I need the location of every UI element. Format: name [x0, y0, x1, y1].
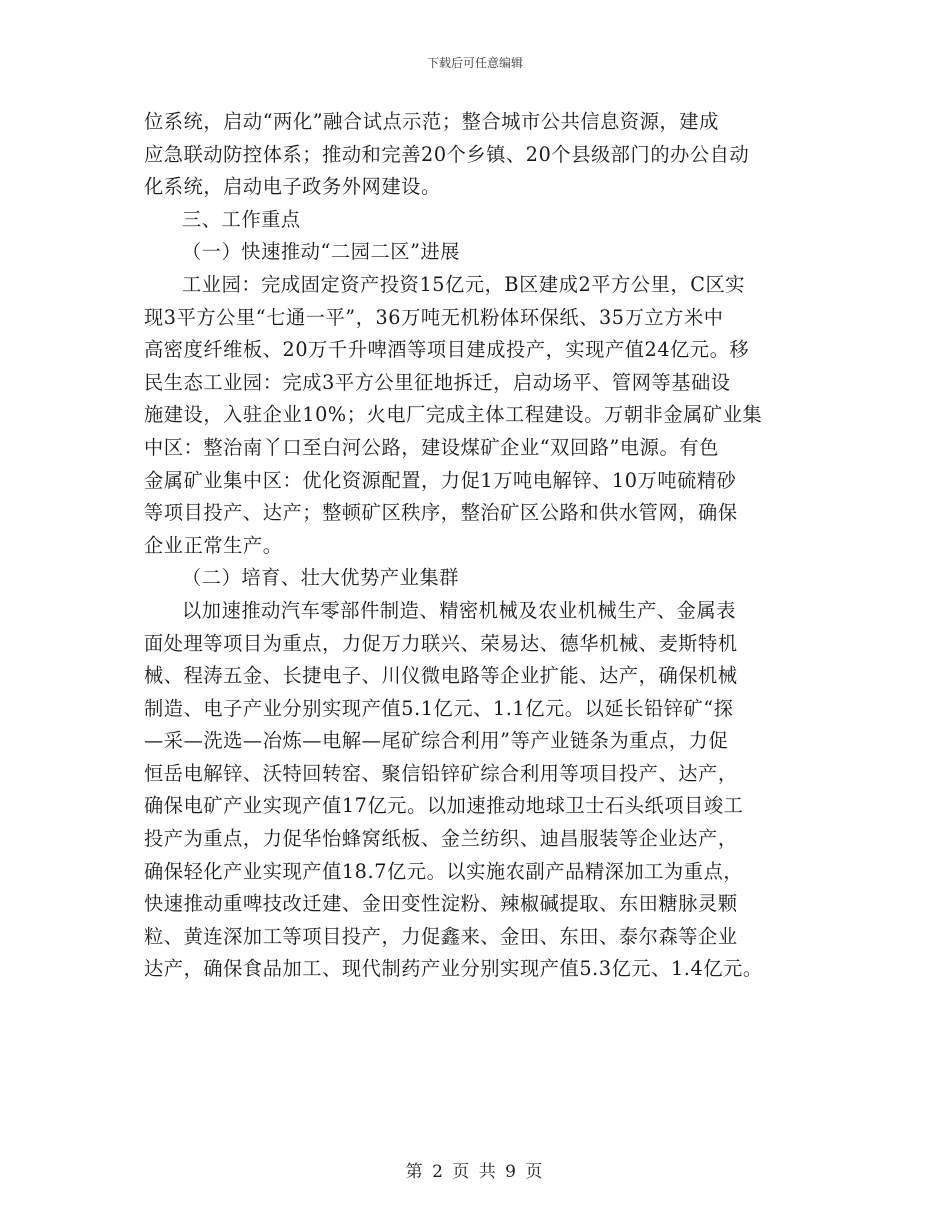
text-line: 粒、黄连深加工等项目投产，力促鑫来、金田、东田、泰尔森等企业 — [144, 924, 738, 948]
text-line: 确保电矿产业实现产值17亿元。以加速推动地球卫士石头纸项目竣工 — [144, 794, 744, 818]
text-line: 确保轻化产业实现产值18.7亿元。以实施农副产品精深加工为重点， — [144, 859, 744, 883]
text-line: 恒岳电解锌、沃特回转窑、聚信铅锌矿综合利用等项目投产、达产， — [144, 761, 738, 785]
section-heading: 三、工作重点 — [182, 207, 301, 231]
text-line: 中区：整治南丫口至白河公路，建设煤矿企业“双回路”电源。有色 — [144, 435, 719, 459]
text-line: 化系统，启动电子政务外网建设。 — [144, 175, 441, 199]
text-line: 位系统，启动“两化”融合试点示范；整合城市公共信息资源，建成 — [144, 110, 719, 133]
text-line: 投产为重点，力促华怡蜂窝纸板、金兰纺织、迪昌服装等企业达产， — [144, 827, 738, 851]
text-line: 面处理等项目为重点，力促万力联兴、荣易达、德华机械、麦斯特机 — [144, 631, 738, 655]
page-number: 第 2 页 共 9 页 — [405, 1162, 545, 1182]
body-text — [144, 106, 824, 986]
text-line: 等项目投产、达产；整顿矿区秩序，整治矿区公路和供水管网，确保 — [144, 501, 738, 525]
text-line: —采—洗选—冶炼—电解—尾矿综合利用”等产业链条为重点，力促 — [144, 729, 729, 753]
page-header: 下载后可任意编辑 — [426, 56, 523, 70]
text-line: 快速推动重啤技改迁建、金田变性淀粉、辣椒碱提取、东田糖脉灵颗 — [144, 892, 738, 916]
text-line: 企业正常生产。 — [144, 533, 283, 557]
text-line: 应急联动防控体系；推动和完善20个乡镇、20个县级部门的办公自动 — [144, 142, 750, 166]
text-line: 金属矿业集中区：优化资源配置，力促1万吨电解锌、10万吨硫精砂 — [144, 468, 737, 492]
subsection-heading: （二）培育、壮大优势产业集群 — [182, 566, 460, 590]
text-line: 民生态工业园：完成3平方公里征地拆迁，启动场平、管网等基础设 — [144, 370, 731, 394]
text-line: 械、程涛五金、长捷电子、川仪微电路等企业扩能、达产，确保机械 — [144, 664, 738, 688]
text-line: 现3平方公里“七通一平”，36万吨无机粉体环保纸、35万立方米中 — [144, 305, 724, 329]
text-line: 施建设，入驻企业10%；火电厂完成主体工程建设。万朝非金属矿业集 — [144, 403, 763, 427]
text-line: 工业园：完成固定资产投资15亿元，B区建成2平方公里，C区实 — [182, 272, 746, 296]
subsection-heading: （一）快速推动“二园二区”进展 — [182, 240, 461, 264]
text-line: 制造、电子产业分别实现产值5.1亿元、1.1亿元。以延长铅锌矿“探 — [144, 696, 734, 720]
text-line: 以加速推动汽车零部件制造、精密机械及农业机械生产、金属表 — [182, 598, 737, 622]
text-line: 达产，确保食品加工、现代制药产业分别实现产值5.3亿元、1.4亿元。 — [144, 957, 763, 981]
text-line: 高密度纤维板、20万千升啤酒等项目建成投产，实现产值24亿元。移 — [144, 338, 750, 362]
